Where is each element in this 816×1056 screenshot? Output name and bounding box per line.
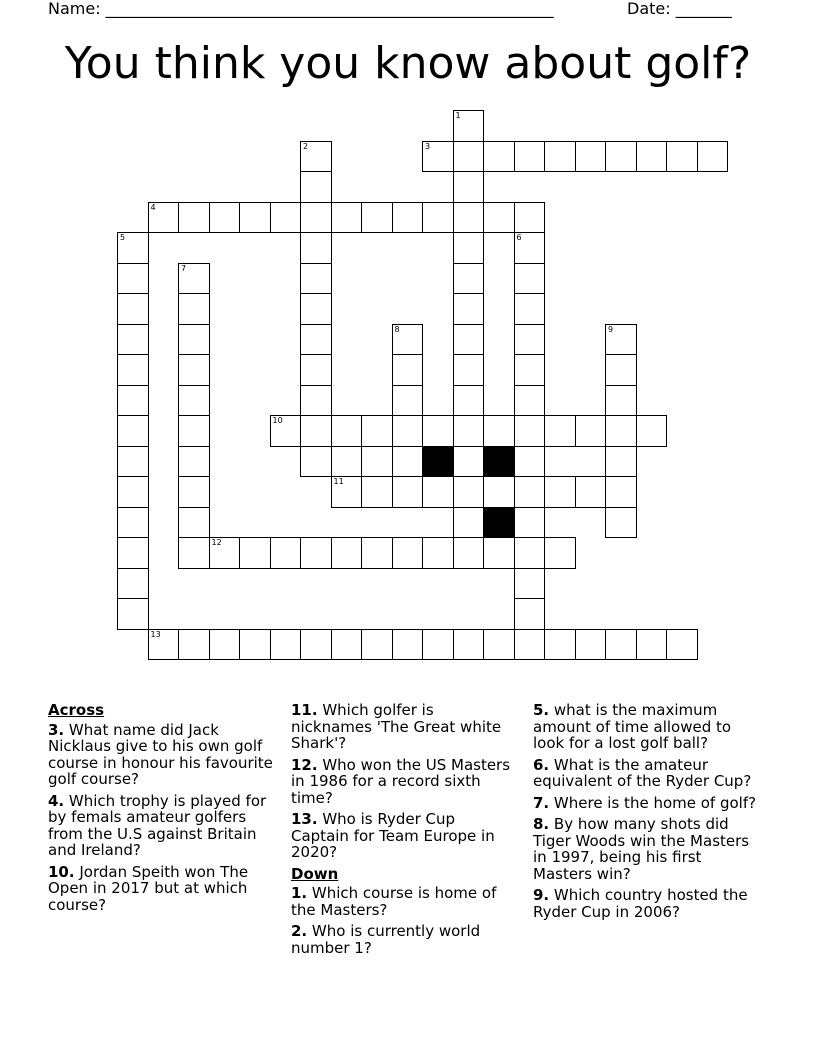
answer-cell[interactable] [514,385,546,417]
clue-down-2 [291,923,511,956]
answer-cell[interactable] [270,202,302,234]
clue-number-label: 7 [181,263,187,273]
answer-cell[interactable] [422,202,454,234]
answer-cell[interactable] [117,598,149,630]
answer-cell[interactable] [636,629,668,661]
clue-number: 9. [533,886,550,904]
clue-down-5 [533,702,761,752]
answer-cell[interactable] [544,629,576,661]
answer-cell[interactable] [361,537,393,569]
answer-cell[interactable] [331,629,363,661]
clue-number-label: 8 [394,324,400,334]
answer-cell[interactable] [605,354,637,386]
answer-cell[interactable] [514,293,546,325]
answer-cell[interactable] [514,537,546,569]
answer-cell[interactable] [300,537,332,569]
clue-number-label: 6 [516,233,522,242]
answer-cell[interactable] [605,141,637,173]
clue-across-10 [48,864,280,914]
answer-cell[interactable] [239,629,271,661]
answer-cell[interactable] [270,629,302,661]
clue-column-3 [533,702,761,925]
across-heading: Across [48,701,105,719]
clue-down-9 [533,887,761,920]
answer-cell[interactable] [453,446,485,478]
answer-cell[interactable] [300,141,332,173]
answer-cell[interactable] [117,537,149,569]
puzzle-title: You think you know about golf? [64,38,752,89]
answer-cell[interactable] [453,476,485,508]
answer-cell[interactable] [117,507,149,539]
answer-cell[interactable] [636,141,668,173]
clue-text: What is the amateur equivalent of the Ryder Cup? [533,755,752,790]
answer-cell[interactable] [575,476,607,508]
clue-across-4 [48,793,280,859]
answer-cell[interactable] [483,202,515,234]
clue-number-label: 11 [333,477,344,486]
answer-cell[interactable] [392,537,424,569]
answer-cell[interactable] [331,537,363,569]
answer-cell[interactable] [117,232,149,264]
answer-cell[interactable] [117,415,149,447]
clue-number: 1. [291,884,308,902]
answer-cell[interactable] [483,415,515,447]
answer-cell[interactable] [514,415,546,447]
answer-cell[interactable] [300,354,332,386]
answer-cell[interactable] [514,446,546,478]
answer-cell[interactable] [361,202,393,234]
answer-cell[interactable] [117,293,149,325]
clue-text: Jordan Speith won The Open in 2017 but at which course? [48,862,249,914]
answer-cell[interactable] [697,141,729,173]
clue-number-label: 4 [150,202,156,212]
answer-cell[interactable] [178,324,210,356]
clue-number-label: 1 [455,111,461,120]
clue-number-label: 10 [272,416,283,425]
answer-cell[interactable] [178,202,210,234]
answer-cell[interactable] [483,141,515,173]
blocked-cell [483,507,515,539]
answer-cell[interactable] [178,446,210,478]
answer-cell[interactable] [392,385,424,417]
answer-cell[interactable] [605,324,637,356]
answer-cell[interactable] [453,507,485,539]
clue-number-label: 12 [211,538,222,547]
answer-cell[interactable] [300,324,332,356]
answer-cell[interactable] [270,537,302,569]
answer-cell[interactable] [605,507,637,539]
answer-cell[interactable] [453,110,485,142]
answer-cell[interactable] [392,202,424,234]
answer-cell[interactable] [239,537,271,569]
answer-cell[interactable] [209,537,241,569]
answer-cell[interactable] [178,263,210,295]
clue-number-label: 2 [303,141,309,151]
blocked-cell [422,446,454,478]
answer-cell[interactable] [666,141,698,173]
answer-cell[interactable] [331,476,363,508]
date-field-label: Date: _______ [627,0,732,18]
clue-text: What name did Jack Nicklaus give to his own golf course in honour his favourite golf course? [48,720,273,788]
answer-cell[interactable] [453,415,485,447]
answer-cell[interactable] [422,141,454,173]
answer-cell[interactable] [544,537,576,569]
answer-cell[interactable] [605,476,637,508]
answer-cell[interactable] [331,202,363,234]
answer-cell[interactable] [392,324,424,356]
clue-down-7 [533,795,761,812]
answer-cell[interactable] [514,141,546,173]
answer-cell[interactable] [331,415,363,447]
clue-number: 10. [48,862,75,881]
answer-cell[interactable] [422,415,454,447]
clue-number-label: 13 [150,629,161,639]
answer-cell[interactable] [300,202,332,234]
answer-cell[interactable] [666,629,698,661]
answer-cell[interactable] [514,568,546,600]
clue-down-8 [533,816,761,882]
answer-cell[interactable] [514,324,546,356]
answer-cell[interactable] [178,476,210,508]
answer-cell[interactable] [300,293,332,325]
answer-cell[interactable] [422,476,454,508]
clue-number: 6. [533,755,550,774]
answer-cell[interactable] [575,415,607,447]
clue-column-2 [291,702,511,961]
answer-cell[interactable] [117,385,149,417]
answer-cell[interactable] [178,507,210,539]
answer-cell[interactable] [514,598,546,630]
answer-cell[interactable] [300,171,332,203]
answer-cell[interactable] [453,385,485,417]
answer-cell[interactable] [209,202,241,234]
answer-cell[interactable] [605,629,637,661]
answer-cell[interactable] [575,629,607,661]
answer-cell[interactable] [575,141,607,173]
clue-number-label: 3 [425,141,431,151]
clue-text: Who won the US Masters in 1986 for a record sixth time? [291,755,511,807]
answer-cell[interactable] [148,629,180,661]
answer-cell[interactable] [392,415,424,447]
answer-cell[interactable] [117,263,149,295]
answer-cell[interactable] [117,354,149,386]
clue-number-label: 5 [120,233,126,242]
answer-cell[interactable] [392,629,424,661]
answer-cell[interactable] [361,415,393,447]
answer-cell[interactable] [453,629,485,661]
clue-text: what is the maximum amount of time allowed to look for a lost golf ball? [533,701,732,752]
answer-cell[interactable] [300,263,332,295]
answer-cell[interactable] [178,629,210,661]
answer-cell[interactable] [605,385,637,417]
clue-number: 3. [48,720,65,739]
name-field-label: Name: ________________________________________________________ [48,0,554,18]
clue-number: 2. [291,922,308,940]
answer-cell[interactable] [148,202,180,234]
answer-cell[interactable] [453,293,485,325]
answer-cell[interactable] [117,568,149,600]
answer-cell[interactable] [605,415,637,447]
answer-cell[interactable] [483,629,515,661]
answer-cell[interactable] [422,537,454,569]
clue-number-label: 9 [608,324,614,334]
answer-cell[interactable] [544,415,576,447]
answer-cell[interactable] [178,385,210,417]
answer-cell[interactable] [636,415,668,447]
answer-cell[interactable] [117,476,149,508]
answer-cell[interactable] [361,476,393,508]
clue-text: Which golfer is nicknames 'The Great white Shark'? [291,701,502,752]
answer-cell[interactable] [514,507,546,539]
clue-number: 11. [291,701,318,719]
answer-cell[interactable] [300,232,332,264]
clue-across-13 [291,811,511,861]
answer-cell[interactable] [392,476,424,508]
answer-cell[interactable] [300,385,332,417]
answer-cell[interactable] [453,141,485,173]
answer-cell[interactable] [514,232,546,264]
clue-across-11 [291,702,511,752]
clue-number: 4. [48,791,65,810]
answer-cell[interactable] [483,537,515,569]
answer-cell[interactable] [605,446,637,478]
answer-cell[interactable] [453,171,485,203]
answer-cell[interactable] [544,476,576,508]
answer-cell[interactable] [300,629,332,661]
down-heading: Down [291,864,339,883]
clue-text: By how many shots did Tiger Woods win the Masters in 1997, being his first Masters win? [533,815,750,883]
answer-cell[interactable] [392,354,424,386]
blocked-cell [483,446,515,478]
answer-cell[interactable] [178,354,210,386]
answer-cell[interactable] [300,446,332,478]
answer-cell[interactable] [209,629,241,661]
answer-cell[interactable] [117,446,149,478]
answer-cell[interactable] [544,141,576,173]
clue-column-1 [48,702,280,918]
answer-cell[interactable] [453,232,485,264]
answer-cell[interactable] [453,324,485,356]
answer-cell[interactable] [453,537,485,569]
answer-cell[interactable] [178,293,210,325]
answer-cell[interactable] [239,202,271,234]
answer-cell[interactable] [514,263,546,295]
answer-cell[interactable] [178,415,210,447]
answer-cell[interactable] [453,354,485,386]
answer-cell[interactable] [361,629,393,661]
clue-down-6 [533,757,761,790]
answer-cell[interactable] [453,202,485,234]
clue-text: Where is the home of golf? [549,793,757,812]
clue-text: Which course is home of the Masters? [291,884,497,919]
answer-cell[interactable] [422,629,454,661]
answer-cell[interactable] [514,354,546,386]
answer-cell[interactable] [514,629,546,661]
answer-cell[interactable] [178,537,210,569]
clue-down-1 [291,885,511,918]
clue-across-12 [291,757,511,807]
answer-cell[interactable] [453,263,485,295]
clue-text: Which trophy is played for by femals amateur golfers from the U.S against Britain and Ireland? [48,791,267,859]
answer-cell[interactable] [514,202,546,234]
answer-cell[interactable] [514,476,546,508]
clue-number: 12. [291,755,318,774]
clue-number: 8. [533,815,550,833]
answer-cell[interactable] [117,324,149,356]
answer-cell[interactable] [483,476,515,508]
answer-cell[interactable] [392,446,424,478]
clue-across-3 [48,722,280,788]
clue-number: 5. [533,701,550,719]
answer-cell[interactable] [270,415,302,447]
clue-text: Which country hosted the Ryder Cup in 2006? [533,886,748,921]
answer-cell[interactable] [361,446,393,478]
clue-number: 7. [533,793,550,812]
clue-text: Who is Ryder Cup Captain for Team Europe in 2020? [291,810,495,861]
clue-text: Who is currently world number 1? [291,922,481,957]
answer-cell[interactable] [300,415,332,447]
clue-number: 13. [291,810,318,828]
answer-cell[interactable] [331,446,363,478]
